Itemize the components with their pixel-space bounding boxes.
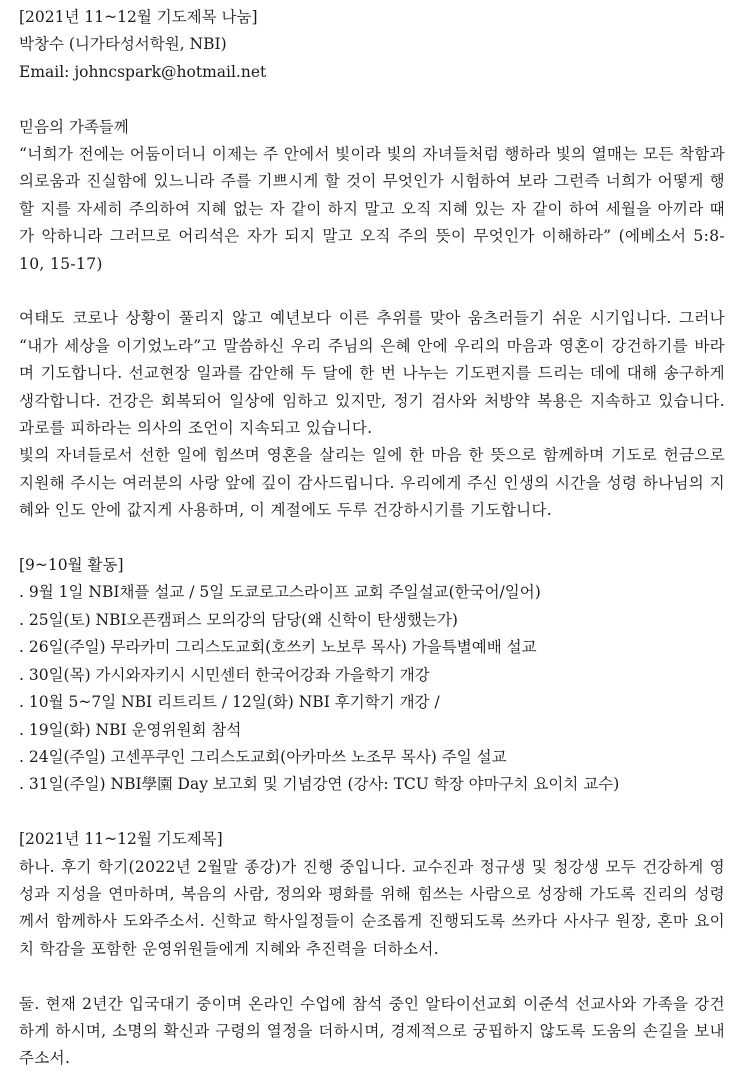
spacer (19, 525, 725, 552)
spacer (19, 86, 725, 113)
email-line: Email: johncspark@hotmail.net (19, 62, 267, 81)
activity-item: . 9월 1일 NBI채플 설교 / 5일 도쿄로고스라이프 교회 주일설교(한국어/일어) (19, 583, 541, 602)
spacer (19, 963, 725, 990)
activity-item: . 25일(토) NBI오픈캠퍼스 모의강의 담당(왜 신학이 탄생했는가) (19, 610, 458, 629)
letter-paragraph-1: 여태도 코로나 상황이 풀리지 않고 예년보다 이른 추위를 맞아 움츠러들기 쉬운 시기입니다. 그러나 “내가 세상을 이기었노라”고 말씀하신 우리 주님의 은혜 안에 우리의 마음과 영혼이 강건하기를 바라며 기도합니다. 선교현장 일과를 감안해 두 달에 한 번 나누는 기도편지를 드리는 데에 대해 송구하게 생각합니다. 건강은 회복되어 일상에 임하고 있지만, 정기 검사와 처방약 복용은 지속하고 있습니다. 과로를 피하라는 의사의 조언이 지속되고 있습니다. (19, 309, 725, 438)
prayer-letter-document (19, 4, 725, 1073)
scripture-quote: “너희가 전에는 어둠이더니 이제는 주 안에서 빛이라 빛의 자녀들처럼 행하라 빛의 열매는 모든 착함과 의로움과 진실함에 있느니라 주를 기쁘시게 할 것이 무엇인가 시험하여 보라 그런즉 너희가 어떻게 행할 지를 자세히 주의하여 지혜 없는 자 같이 하지 말고 오직 지혜 있는 자 같이 하여 세월을 아끼라 때가 악하니라 그러므로 어리석은 자가 되지 말고 오직 주의 뜻이 무엇인가 이해하라” (에베소서 5:8-10, 15-17) (19, 145, 725, 273)
spacer (19, 278, 725, 305)
activities-heading: [9~10월 활동] (19, 556, 124, 575)
salutation: 믿음의 가족들께 (19, 117, 129, 136)
author-line: 박창수 (니가타성서학원, NBI) (19, 35, 227, 54)
activity-item: . 19일(화) NBI 운영위원회 참석 (19, 720, 242, 739)
activity-item: . 26일(주일) 무라카미 그리스도교회(호쓰키 노보루 목사) 가을특별예배 설교 (19, 638, 537, 657)
spacer (19, 799, 725, 826)
letter-title: [2021년 11~12월 기도제목 나눔] (19, 8, 258, 26)
prayer-requests-heading: [2021년 11~12월 기도제목] (19, 830, 223, 849)
activity-item: . 30일(목) 가시와자키시 시민센터 한국어강좌 가을학기 개강 (19, 665, 430, 684)
activity-item: . 10월 5~7일 NBI 리트리트 / 12일(화) NBI 후기학기 개강 / (19, 693, 440, 712)
activity-item: . 31일(주일) NBI學園 Day 보고회 및 기념강연 (강사: TCU 학장 야마구치 요이치 교수) (19, 775, 620, 794)
letter-paragraph-2: 빛의 자녀들로서 선한 일에 힘쓰며 영혼을 살리는 일에 한 마음 한 뜻으로 함께하며 기도로 헌금으로 지원해 주시는 여러분의 사랑 앞에 깊이 감사드립니다. 우리에게 주신 인생의 시간을 성령 하나님의 지혜와 인도 안에 값지게 사용하며, 이 계절에도 두루 건강하시기를 기도합니다. (19, 446, 725, 520)
prayer-request-item: 하나. 후기 학기(2022년 2월말 종강)가 진행 중입니다. 교수진과 정규생 및 청강생 모두 건강하게 영성과 지성을 연마하며, 복음의 사람, 정의와 평화를 위해 힘쓰는 사람으로 성장해 가도록 진리의 성령께서 함께하사 도와주소서. 신학교 학사일정들이 순조롭게 진행되도록 쓰카다 사사구 원장, 혼마 요이치 학감을 포함한 운영위원들에게 지혜와 추진력을 더하소서. (19, 857, 725, 958)
prayer-request-item: 둘. 현재 2년간 입국대기 중이며 온라인 수업에 참석 중인 알타이선교회 이준석 선교사와 가족을 강건하게 하시며, 소명의 확신과 구령의 열정을 더하시며, 경제적으로 궁핍하지 않도록 도움의 손길을 보내주소서. (19, 994, 725, 1068)
activity-item: . 24일(주일) 고센푸쿠인 그리스도교회(아카마쓰 노조무 목사) 주일 설교 (19, 747, 507, 766)
